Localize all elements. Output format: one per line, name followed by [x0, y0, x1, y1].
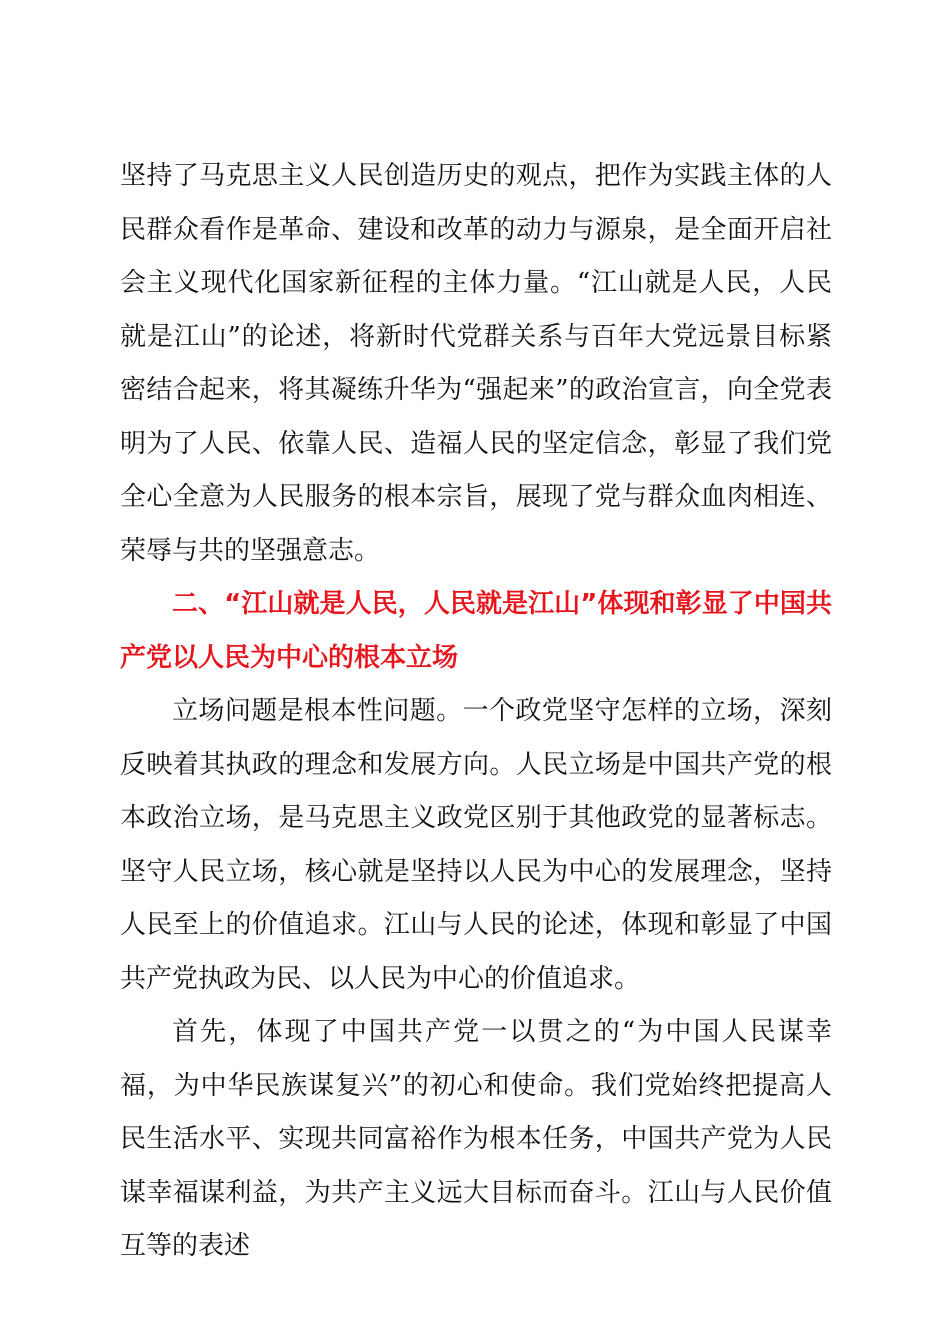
- paragraph-continued: 坚持了马克思主义人民创造历史的观点，把作为实践主体的人民群众看作是革命、建设和改革的动力与源泉，是全面开启社会主义现代化国家新征程的主体力量。“江山就是人民，人民就是江山”的论述，将新时代党群关系与百年大党远景目标紧密结合起来，将其凝练升华为“强起来”的政治宣言，向全党表明为了人民、依靠人民、造福人民的坚定信念，彰显了我们党全心全意为人民服务的根本宗旨，展现了党与群众血肉相连、荣辱与共的坚强意志。: [120, 161, 832, 566]
- document-body: [120, 150, 832, 1274]
- paragraph-first-point: 首先，体现了中国共产党一以贯之的“为中国人民谋幸福，为中华民族谋复兴”的初心和使命。我们党始终把提高人民生活水平、实现共同富裕作为根本任务，中国共产党为人民谋幸福谋利益，为共产主义远大目标而奋斗。江山与人民价值互等的表述: [120, 1017, 832, 1261]
- paragraph-stance: 立场问题是根本性问题。一个政党坚守怎样的立场，深刻反映着其执政的理念和发展方向。人民立场是中国共产党的根本政治立场，是马克思主义政党区别于其他政党的显著标志。坚守人民立场，核心就是坚持以人民为中心的发展理念，坚持人民至上的价值追求。江山与人民的论述，体现和彰显了中国共产党执政为民、以人民为中心的价值追求。: [120, 696, 832, 994]
- section-heading: 二、“江山就是人民，人民就是江山”体现和彰显了中国共产党以人民为中心的根本立场: [120, 589, 832, 673]
